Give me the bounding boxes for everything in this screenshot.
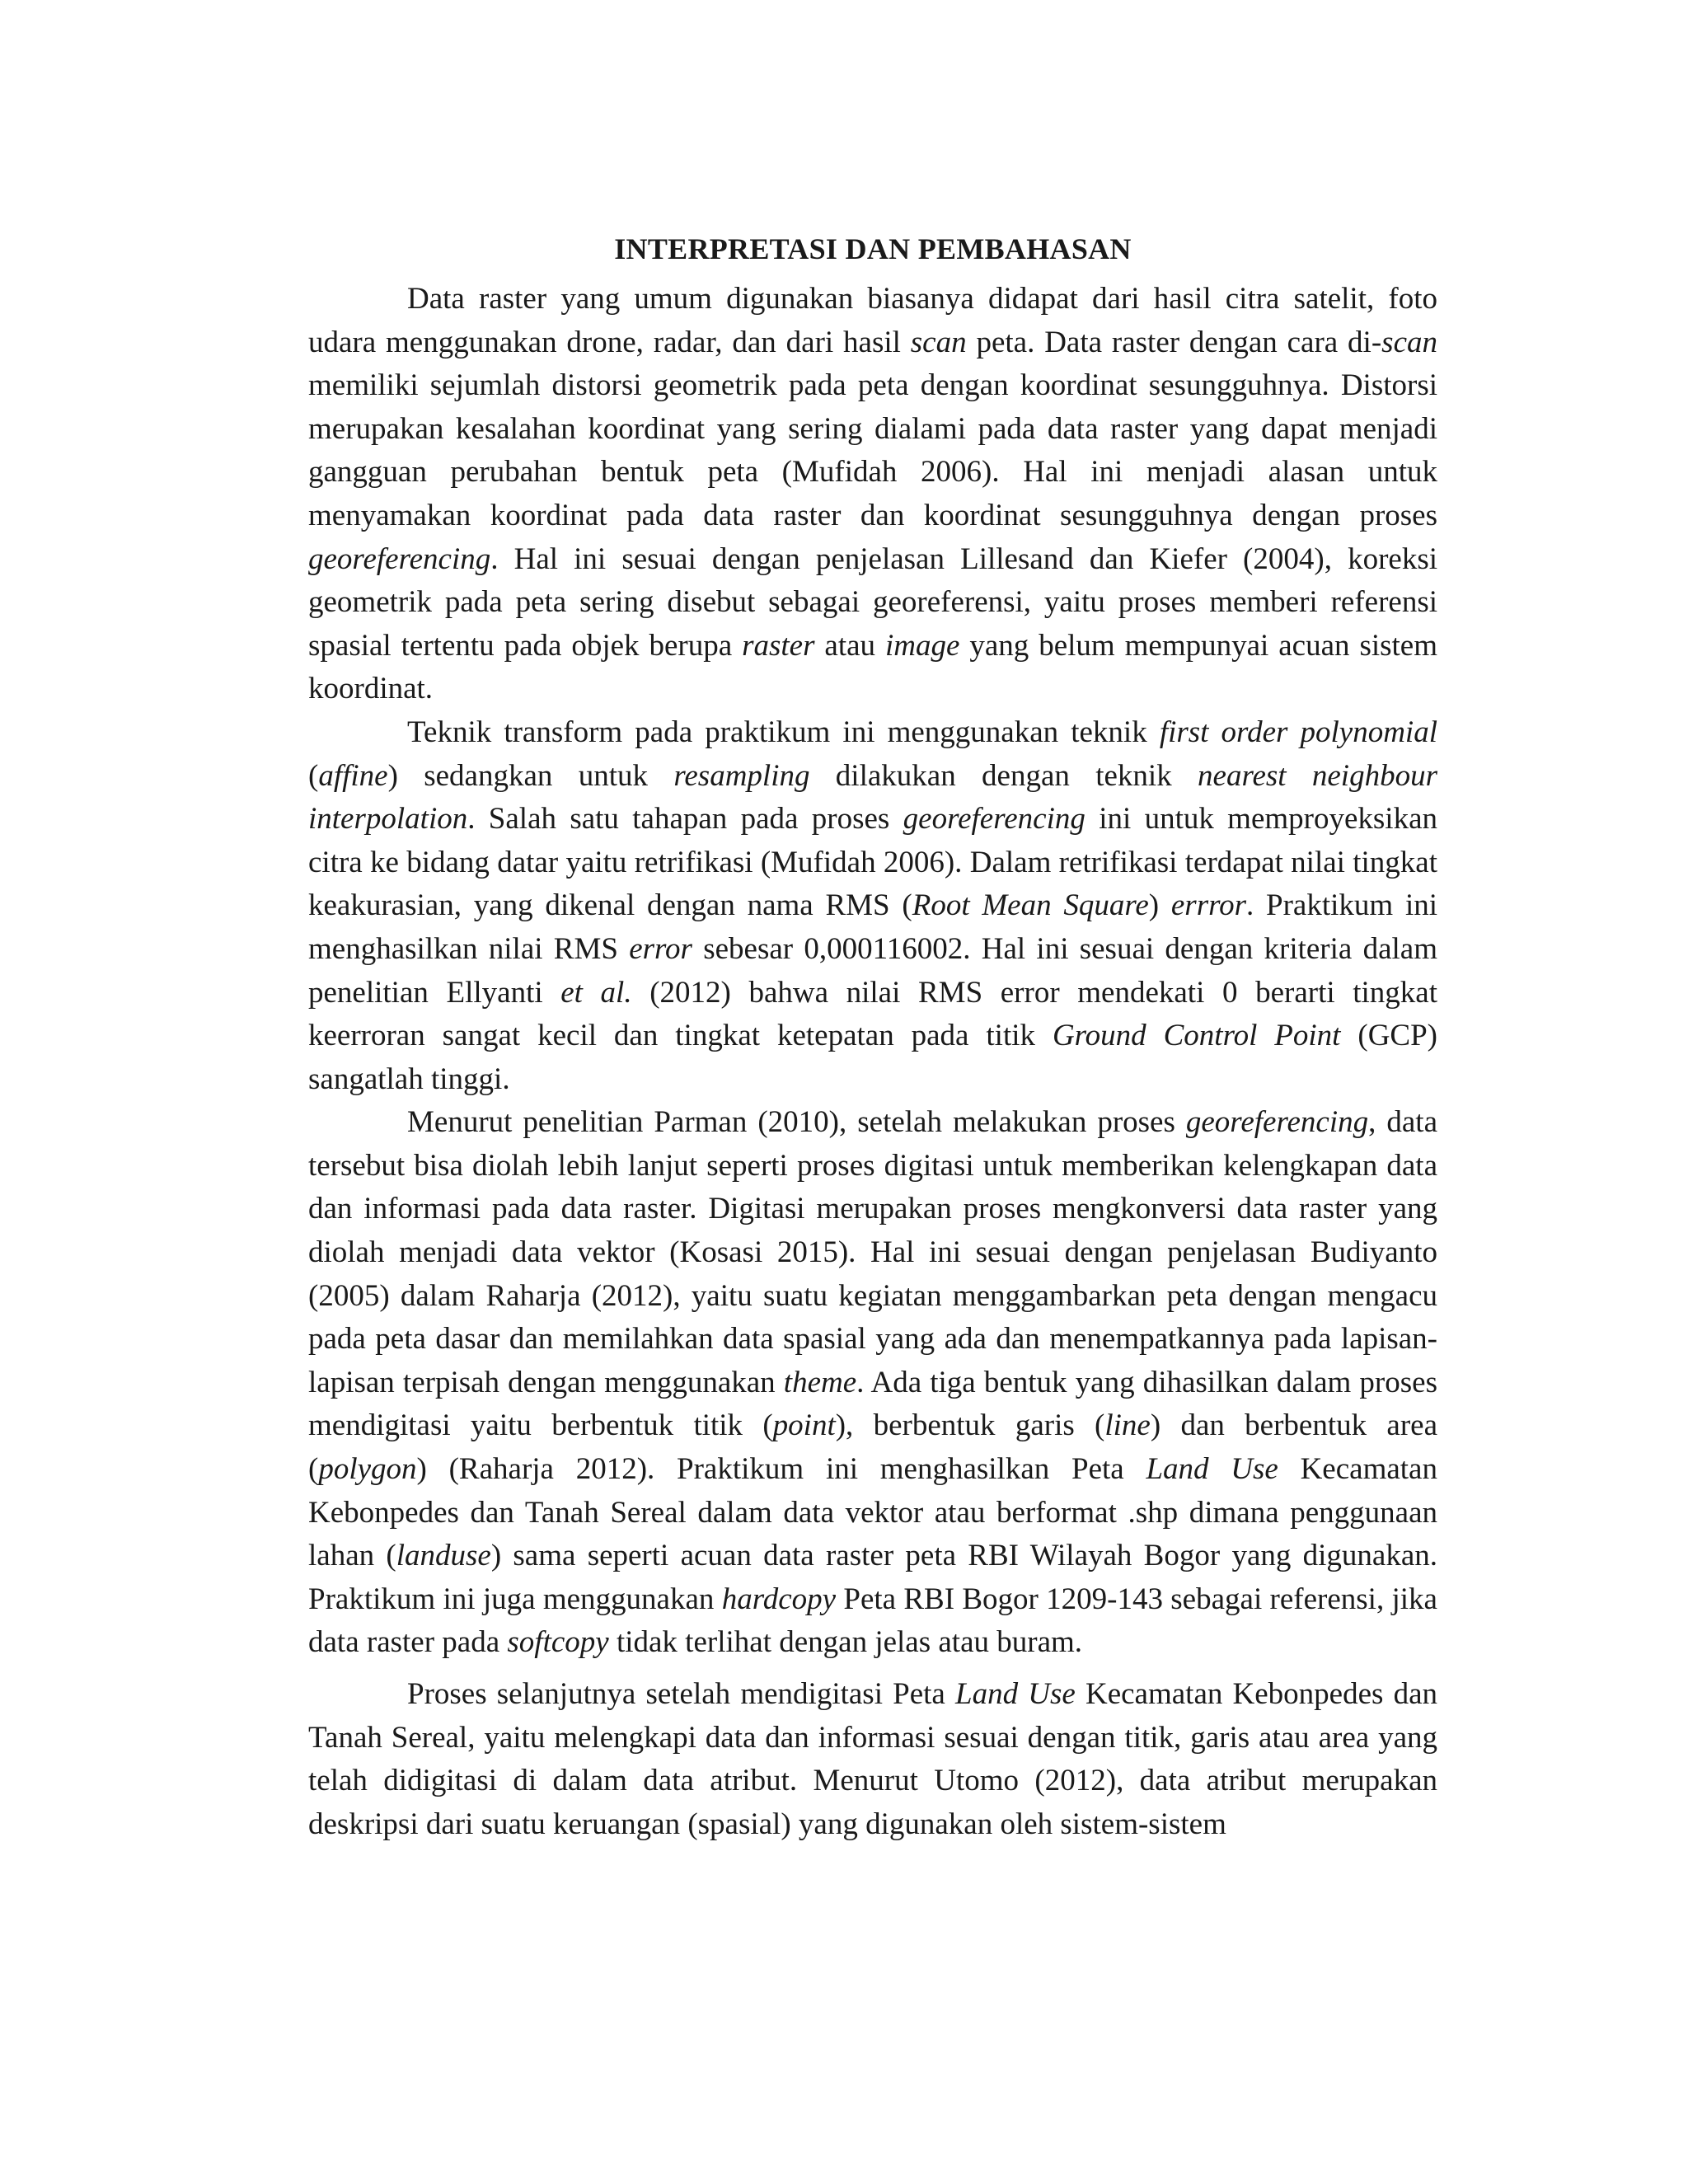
italic-term: scan: [910, 325, 967, 359]
italic-term: et al.: [560, 975, 632, 1010]
italic-term: georeferencing: [903, 802, 1085, 837]
italic-term: Ground Control Point: [1052, 1019, 1341, 1053]
text-run: . Ada tiga bentuk yang dihasilkan dalam proses mendigitasi yaitu berbentuk titik (: [308, 1365, 1437, 1443]
text-run: ini untuk memproyeksikan citra ke bidang datar yaitu retrifikasi (Mufidah 2006). Dalam retrifikasi terdapat nilai tingkat keakurasian, yang dikenal dengan nama RMS (: [308, 802, 1437, 923]
text-run: (: [308, 758, 319, 793]
text-run: Kecamatan Kebonpedes dan Tanah Sereal, yaitu melengkapi data dan informasi sesuai dengan titik, garis atau area yang telah didigitasi di dalam data atribut. Menurut Utomo (2012), data atribut merupakan deskripsi dari suatu keruangan (spasial) yang digunakan oleh sistem-sistem: [308, 1677, 1438, 1841]
text-run: ): [1148, 888, 1171, 923]
text-run: Data raster yang umum digunakan biasanya didapat dari hasil citra satelit, foto udara menggunakan drone, radar, dan dari hasil: [308, 282, 1437, 359]
text-run: , data tersebut bisa diolah lebih lanjut seperti proses digitasi untuk memberikan kelengkapan data dan informasi pada data raster. Digitasi merupakan proses mengkonversi data raster yang diolah menjadi data vektor (Kosasi 2015). Hal ini sesuai dengan penjelasan Budiyanto (2005) dalam Raharja (2012), yaitu suatu kegiatan menggambarkan peta dengan mengacu pada peta dasar dan memilahkan data spasial yang ada dan menempatkannya pada lapisan-lapisan terpisah dengan menggunakan: [308, 1105, 1437, 1399]
italic-term: hardcopy: [721, 1582, 837, 1616]
italic-term: theme: [783, 1365, 857, 1399]
italic-term: polygon: [318, 1452, 417, 1487]
italic-term: raster: [742, 628, 815, 663]
italic-term: georeferencing: [308, 541, 491, 576]
italic-term: line: [1104, 1408, 1151, 1443]
italic-term: image: [885, 628, 960, 663]
paragraph-3: [308, 1101, 1437, 1665]
text-run: Teknik transform pada praktikum ini menggunakan teknik: [407, 715, 1160, 749]
text-run: tidak terlihat dengan jelas atau buram.: [608, 1625, 1083, 1660]
italic-term: georeferencing: [1185, 1105, 1369, 1140]
italic-term: nearest neighbour interpolation: [308, 758, 1437, 837]
paragraph-4: [308, 1673, 1437, 1846]
text-run: Menurut penelitian Parman (2010), setelah melakukan proses: [407, 1105, 1186, 1140]
italic-term: Root Mean Square: [912, 888, 1149, 923]
italic-term: resampling: [673, 758, 810, 793]
italic-term: Land Use: [1146, 1452, 1278, 1487]
text-run: (GCP) sangatlah tinggi.: [308, 1019, 1437, 1096]
italic-term: point: [772, 1408, 836, 1443]
text-run: ) (Raharja 2012). Praktikum ini menghasilkan Peta: [416, 1452, 1146, 1487]
text-run: Peta RBI Bogor 1209-143 sebagai referensi, jika data raster pada: [308, 1582, 1437, 1660]
italic-term: scan: [1381, 325, 1437, 359]
text-run: dilakukan dengan teknik: [809, 758, 1198, 793]
text-run: (2012) bahwa nilai RMS error mendekati 0 berarti tingkat keerroran sangat kecil dan tingkat ketepatan pada titik: [308, 975, 1437, 1053]
section-title: INTERPRETASI DAN PEMBAHASAN: [614, 232, 1132, 265]
paragraph-2: [308, 711, 1437, 1101]
text-run: ), berbentuk garis (: [835, 1408, 1105, 1443]
text-run: ) sama seperti acuan data raster peta RBI Wilayah Bogor yang digunakan. Praktikum ini juga menggunakan: [308, 1539, 1437, 1616]
text-run: . Salah satu tahapan pada proses: [467, 802, 903, 837]
text-run: . Praktikum ini menghasilkan nilai RMS: [308, 888, 1437, 966]
italic-term: errror: [1170, 888, 1247, 923]
text-run: yang belum mempunyai acuan sistem koordinat.: [308, 628, 1438, 706]
text-run: Proses selanjutnya setelah mendigitasi Peta: [407, 1677, 956, 1711]
text-run: Kecamatan Kebonpedes dan Tanah Sereal dalam data vektor atau berformat .shp dimana penggunaan lahan (: [308, 1452, 1437, 1573]
text-run: sebesar 0,000116002. Hal ini sesuai dengan kriteria dalam penelitian Ellyanti: [308, 931, 1437, 1010]
italic-term: landuse: [396, 1539, 491, 1573]
paragraph-1: [308, 278, 1437, 711]
italic-term: softcopy: [507, 1625, 609, 1660]
italic-term: first order polynomial: [1159, 715, 1437, 749]
text-run: atau: [814, 628, 885, 663]
text-run: memiliki sejumlah distorsi geometrik pada peta dengan koordinat sesungguhnya. Distorsi merupakan kesalahan koordinat yang sering dialami pada data raster yang dapat menjadi gangguan perubahan bentuk peta (Mufidah 2006). Hal ini menjadi alasan untuk menyamakan koordinat pada data raster dan koordinat sesungguhnya dengan proses: [308, 368, 1437, 532]
italic-term: affine: [318, 758, 388, 793]
text-run: . Hal ini sesuai dengan penjelasan Lillesand dan Kiefer (2004), koreksi geometrik pada peta sering disebut sebagai georeferensi, yaitu proses memberi referensi spasial tertentu pada objek berupa: [308, 541, 1437, 663]
text-run: ) sedangkan untuk: [387, 758, 674, 793]
italic-term: error: [629, 931, 692, 966]
text-run: ) dan berbentuk area (: [308, 1408, 1438, 1487]
document-body: [308, 231, 1437, 1846]
text-run: peta. Data raster dengan cara di-: [966, 325, 1382, 359]
italic-term: Land Use: [955, 1677, 1076, 1711]
